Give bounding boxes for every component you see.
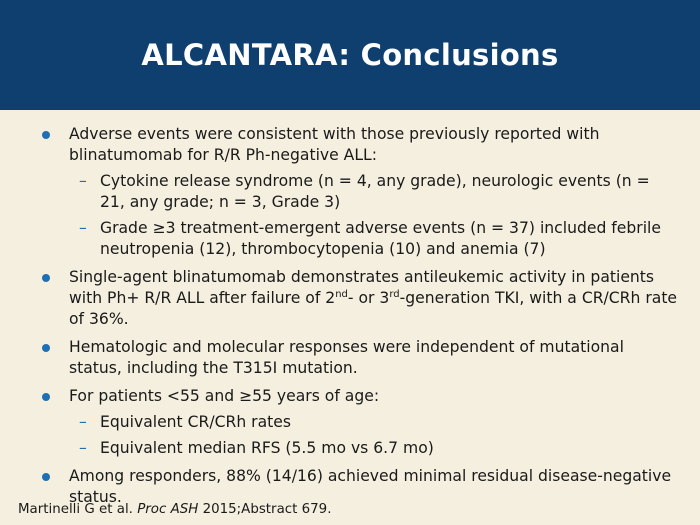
sub-bullet-list	[69, 171, 678, 260]
bullet-text-part: -generation TKI, with a CR/CRh rate of 36%.	[69, 289, 678, 328]
bullet-text-part: Single-agent blinatumomab demonstrates antileukemic activity in patients with Ph+ R/R ALL after failure of 2	[69, 268, 655, 307]
bullet-text: Adverse events were consistent with those previously reported with blinatumomab for R/R Ph-negative ALL:	[69, 125, 600, 164]
bullet-dot-icon	[42, 131, 50, 139]
bullet-dot-icon	[42, 274, 50, 282]
sub-bullet-text: Cytokine release syndrome (n = 4, any grade), neurologic events (n = 21, any grade; n = 3, Grade 3)	[100, 172, 650, 211]
bullet-dot-icon	[42, 344, 50, 352]
dash-icon: –	[79, 219, 87, 237]
bullet-text: Among responders, 88% (14/16) achieved minimal residual disease-negative status.	[69, 467, 672, 506]
bullet-text-part: - or 3	[347, 289, 390, 307]
bullet-text: Hematologic and molecular responses were independent of mutational status, including the T315I mutation.	[69, 338, 624, 377]
bullet-item	[38, 337, 678, 379]
sub-bullet-list	[69, 412, 678, 459]
citation-authors: Martinelli G et al.	[18, 502, 138, 517]
sub-bullet-text: Equivalent CR/CRh rates	[100, 413, 291, 431]
sub-bullet-item	[69, 171, 678, 213]
sub-bullet-text: Equivalent median RFS (5.5 mo vs 6.7 mo)	[100, 439, 434, 457]
superscript: rd	[389, 289, 400, 300]
bullet-item	[38, 386, 678, 459]
slide-title: ALCANTARA: Conclusions	[141, 38, 559, 72]
bullet-dot-icon	[42, 393, 50, 401]
bullet-list	[38, 124, 678, 515]
bullet-dot-icon	[42, 473, 50, 481]
dash-icon: –	[79, 439, 87, 457]
dash-icon: –	[79, 413, 87, 431]
citation	[18, 502, 331, 517]
citation-journal: Proc ASH	[137, 502, 199, 517]
sub-bullet-text: Grade ≥3 treatment-emergent adverse events (n = 37) included febrile neutropenia (12), thrombocytopenia (10) and anemia (7)	[100, 219, 661, 258]
title-banner	[0, 0, 700, 110]
bullet-item	[38, 124, 678, 260]
sub-bullet-item	[69, 412, 678, 433]
sub-bullet-item	[69, 218, 678, 260]
superscript: nd	[335, 289, 348, 300]
bullet-text: For patients <55 and ≥55 years of age:	[69, 387, 380, 405]
bullet-item	[38, 267, 678, 330]
citation-details: 2015;Abstract 679.	[198, 502, 332, 517]
dash-icon: –	[79, 172, 87, 190]
sub-bullet-item	[69, 438, 678, 459]
